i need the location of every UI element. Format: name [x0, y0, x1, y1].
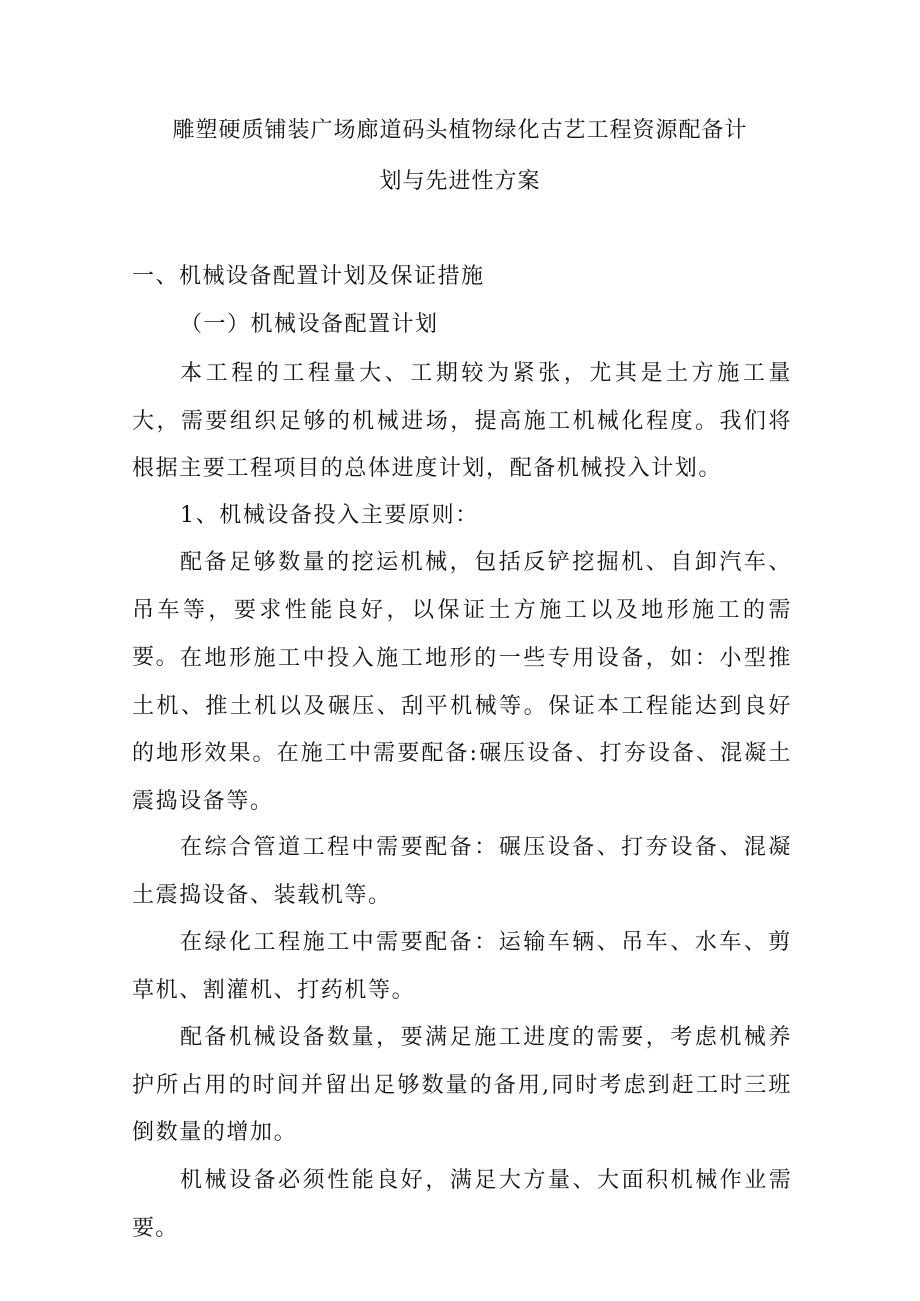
paragraph: 在地形施工中投入施工地形的一些专用设备，如：小型推土机、推土机以及碾压、刮平机械等。保证本工程能达到良好的地形效果。在施工中需要配备:碾压设备、打夯设备、混凝土震捣设备等。: [132, 646, 792, 814]
subsection-heading: （一）机械设备配置计划: [180, 312, 439, 337]
document-title-line-1: 雕塑硬质铺装广场廊道码头植物绿化古艺工程资源配备计: [172, 118, 748, 143]
paragraph: 配备足够数量的挖运机械，包括反铲挖掘机、自卸汽车、吊车等，要求性能良好，以保证土方施工以及地形施工的需要。: [132, 550, 792, 670]
paragraph: 本工程的工程量大、工期较为紧张，尤其是土方施工量大，需要组织足够的机械进场，提高施工机械化程度。我们将根据主要工程项目的总体进度计划，配备机械投入计划。: [132, 361, 792, 481]
paragraph: 1、机械设备投入主要原则：: [180, 503, 479, 528]
paragraph: 机械设备必须性能良好，满足大方量、大面积机械作业需要。: [132, 1168, 792, 1241]
paragraph: 在绿化工程施工中需要配备：运输车辆、吊车、水车、剪草机、割灌机、打药机等。: [132, 930, 792, 1003]
section-heading: 一、机械设备配置计划及保证措施: [132, 264, 485, 289]
document-title-line-2: 划与先进性方案: [379, 169, 541, 194]
paragraph: 在综合管道工程中需要配备：碾压设备、打夯设备、混凝土震捣设备、装载机等。: [132, 835, 792, 908]
paragraph: 配备机械设备数量，要满足施工进度的需要，考虑机械养护所占用的时间并留出足够数量的备用,同时考虑到赶工时三班倒数量的增加。: [132, 1025, 792, 1145]
